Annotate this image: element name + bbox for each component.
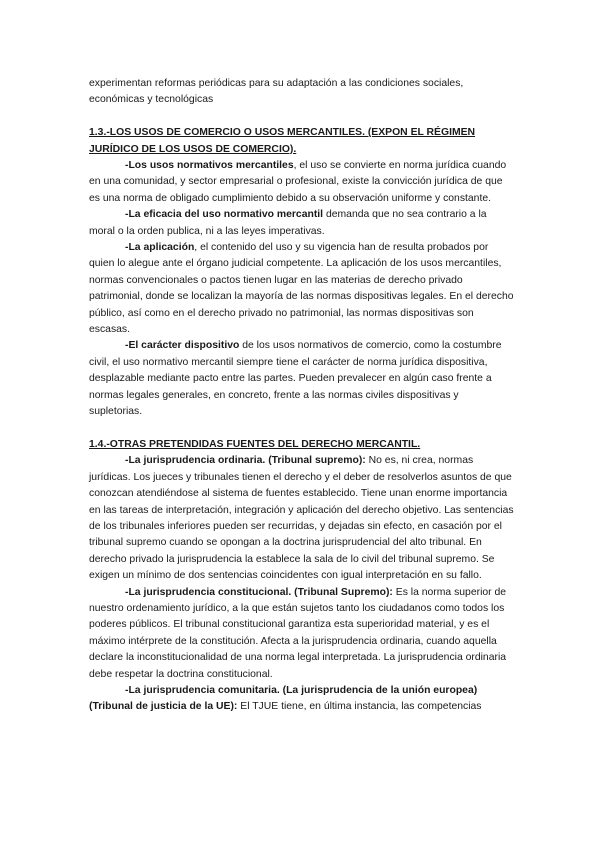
paragraph-usos-normativos [89,158,514,207]
paragraph-caracter-dispositivo [89,338,514,420]
paragraph-aplicacion [89,240,514,338]
paragraph-text: El TJUE tiene, en última instancia, las competencias [237,701,482,713]
intro-paragraph: experimentan reformas periódicas para su adaptación a las condiciones sociales, económicas y tecnológicas [89,78,464,106]
paragraph-jurisprudencia-comunitaria [89,683,514,716]
paragraph-text: , el uso se convierte en norma jurídica cuando en una comunidad, y sector empresarial o profesional, existe la convicción jurídica de que es una norma de obligado cumplimiento debido a su observación uniforme y constante. [89,160,507,204]
term-eficacia: -La eficacia del uso normativo mercantil [125,209,324,221]
paragraph-text: demanda que no sea contrario a la moral o la orden publica, ni a las leyes imperativas. [89,209,487,237]
paragraph-text: de los usos normativos de comercio, como la costumbre civil, el uso normativo mercantil siempre tiene el carácter de norma jurídica dispositiva, desplazable mediante pacto entre las partes. Pueden prevalecer en algún caso frente a normas legales generales, en concreto, frente a las normas civiles dispositivas y supletorias. [89,340,502,418]
paragraph-text: No es, ni crea, normas jurídicas. Los jueces y tribunales tienen el derecho y el deber de resolverlos asuntos de que conozcan atendiéndose al sistema de fuentes establecido. Tiene unan enorme importancia en las tareas de interpretación, integración y aplicación del derecho objetivo. Las sentencias de los tribunales inferiores pueden ser recurridas, y dejadas sin efecto, en casación por el tribunal supremo cuando se opongan a la doctrina jurisprudencial del alto tribunal. En derecho privado la jurisprudencia la establece la sala de lo civil del tribunal supremo. Se exigen un mínimo de dos sentencias coincidentes con igual interpretación en su fallo. [89,455,514,582]
paragraph-text: Es la norma superior de nuestro ordenamiento jurídico, a la que están sujetos tanto los ciudadanos como todos los poderes públicos. El tribunal constitucional garantiza esta superioridad material, y es el máximo intérprete de la constitución. Afecta a la jurisprudencia ordinaria, cuando aquella declare la inconstitucionalidad de una norma legal interpretada. La jurisprudencia ordinaria debe respetar la doctrina constitucional. [89,586,507,680]
section-1-4-heading: 1.4.-OTRAS PRETENDIDAS FUENTES DEL DERECHO MERCANTIL. [89,438,421,450]
section-1-3-heading: 1.3.-LOS USOS DE COMERCIO O USOS MERCANTILES. (EXPON EL RÉGIMEN JURÍDICO DE LOS USOS DE COMERCIO). [89,127,476,155]
term-jurisprudencia-comunitaria: -La jurisprudencia comunitaria. (La jurisprudencia de la unión europea) (Tribunal de justicia de la UE): [89,685,478,713]
term-aplicacion: -La aplicación [125,242,195,254]
term-jurisprudencia-ordinaria: -La jurisprudencia ordinaria. (Tribunal supremo): [125,455,366,467]
paragraph-text: , el contenido del uso y su vigencia han de resulta probados por quien lo alegue ante el órgano judicial competente. La aplicación de los usos mercantiles, normas convencionales o pactos tienen lugar en las materias de derecho privado patrimonial, donde se localizan la mayoría de las normas dispositivas legales. En el derecho público, así como en el derecho privado no patrimonial, las normas dispositivas son escasas. [89,242,514,336]
term-usos-normativos: -Los usos normativos mercantiles [125,160,294,172]
term-caracter-dispositivo: -El carácter dispositivo [125,340,240,352]
paragraph-eficacia [89,207,514,240]
term-jurisprudencia-constitucional: -La jurisprudencia constitucional. (Tribunal Supremo): [125,586,393,598]
paragraph-jurisprudencia-constitucional [89,585,514,683]
paragraph-jurisprudencia-ordinaria [89,453,514,584]
